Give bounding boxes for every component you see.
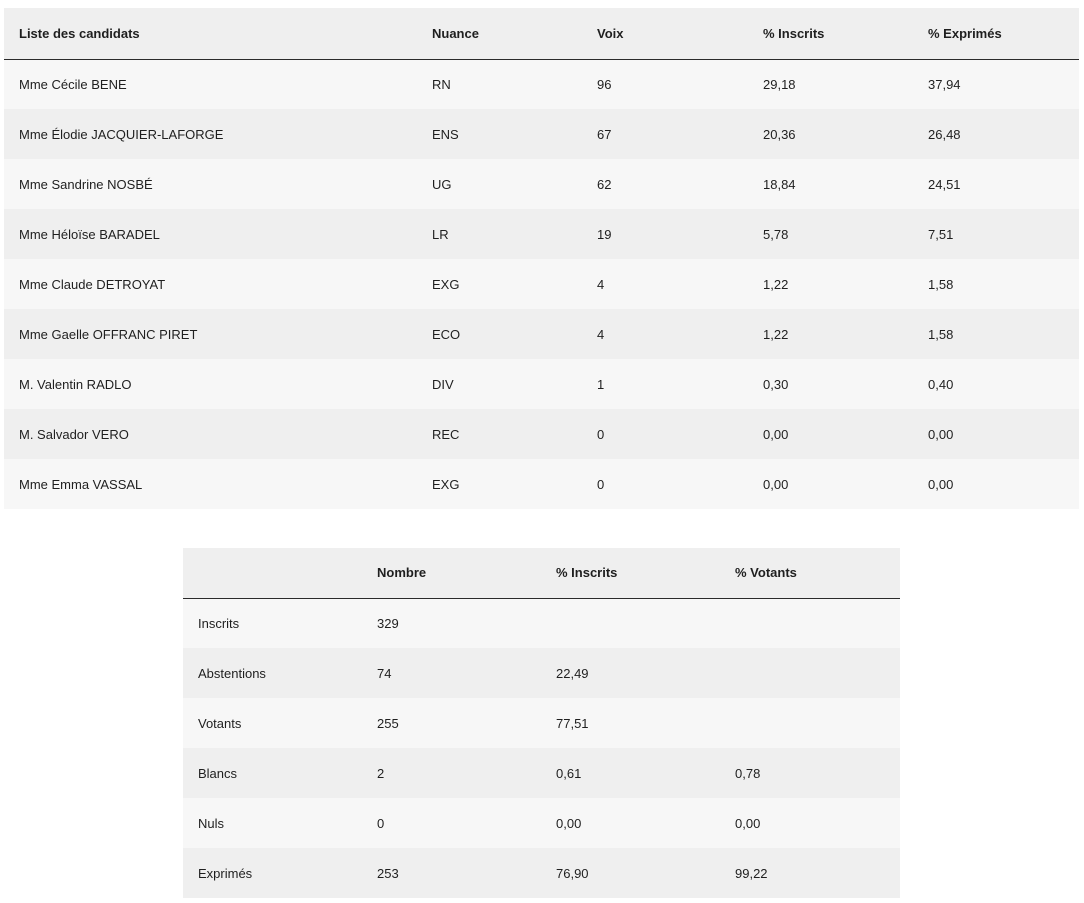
table-row <box>183 698 900 748</box>
table-header-row <box>4 8 1079 59</box>
candidate-name: Mme Claude DETROYAT <box>4 259 417 309</box>
column-header-pct-inscrits: % Inscrits <box>748 8 913 59</box>
candidate-name: Mme Élodie JACQUIER-LAFORGE <box>4 109 417 159</box>
summary-pct-votants <box>720 698 900 748</box>
candidate-pct-exprimes: 37,94 <box>913 59 1079 109</box>
column-header-label <box>183 548 362 598</box>
summary-label: Nuls <box>183 798 362 848</box>
summary-label: Inscrits <box>183 598 362 648</box>
candidate-pct-exprimes: 1,58 <box>913 309 1079 359</box>
table-row <box>4 309 1079 359</box>
summary-pct-votants <box>720 598 900 648</box>
table-row <box>4 409 1079 459</box>
summary-pct-votants: 0,78 <box>720 748 900 798</box>
table-row <box>183 598 900 648</box>
column-header-voix: Voix <box>582 8 748 59</box>
table-row <box>4 259 1079 309</box>
candidate-name: Mme Héloïse BARADEL <box>4 209 417 259</box>
candidate-name: M. Salvador VERO <box>4 409 417 459</box>
column-header-pct-votants: % Votants <box>720 548 900 598</box>
column-header-pct-inscrits: % Inscrits <box>541 548 720 598</box>
summary-pct-inscrits: 77,51 <box>541 698 720 748</box>
table-row <box>4 159 1079 209</box>
candidate-pct-inscrits: 0,00 <box>748 409 913 459</box>
column-header-candidate: Liste des candidats <box>4 8 417 59</box>
candidate-nuance: REC <box>417 409 582 459</box>
candidate-voix: 0 <box>582 409 748 459</box>
summary-pct-votants <box>720 648 900 698</box>
table-header-row <box>183 548 900 598</box>
summary-label: Votants <box>183 698 362 748</box>
candidate-nuance: ECO <box>417 309 582 359</box>
candidate-pct-exprimes: 24,51 <box>913 159 1079 209</box>
candidate-name: Mme Emma VASSAL <box>4 459 417 509</box>
candidate-pct-exprimes: 26,48 <box>913 109 1079 159</box>
candidate-voix: 4 <box>582 259 748 309</box>
table-row <box>4 359 1079 409</box>
candidate-voix: 19 <box>582 209 748 259</box>
candidate-nuance: EXG <box>417 259 582 309</box>
candidate-pct-inscrits: 0,00 <box>748 459 913 509</box>
candidate-name: M. Valentin RADLO <box>4 359 417 409</box>
candidate-nuance: DIV <box>417 359 582 409</box>
candidate-pct-exprimes: 0,40 <box>913 359 1079 409</box>
summary-pct-inscrits: 22,49 <box>541 648 720 698</box>
summary-nombre: 255 <box>362 698 541 748</box>
candidate-pct-exprimes: 1,58 <box>913 259 1079 309</box>
candidate-pct-inscrits: 29,18 <box>748 59 913 109</box>
table-row <box>183 848 900 898</box>
candidate-name: Mme Sandrine NOSBÉ <box>4 159 417 209</box>
summary-nombre: 74 <box>362 648 541 698</box>
candidate-pct-inscrits: 5,78 <box>748 209 913 259</box>
candidate-pct-exprimes: 0,00 <box>913 459 1079 509</box>
candidate-voix: 67 <box>582 109 748 159</box>
summary-label: Abstentions <box>183 648 362 698</box>
candidates-results-table <box>4 8 1079 509</box>
candidate-name: Mme Cécile BENE <box>4 59 417 109</box>
candidate-pct-inscrits: 1,22 <box>748 309 913 359</box>
candidate-pct-inscrits: 18,84 <box>748 159 913 209</box>
participation-summary-table <box>183 548 900 898</box>
candidate-voix: 4 <box>582 309 748 359</box>
candidate-pct-exprimes: 7,51 <box>913 209 1079 259</box>
candidate-nuance: LR <box>417 209 582 259</box>
table-row <box>4 59 1079 109</box>
candidate-nuance: UG <box>417 159 582 209</box>
column-header-nombre: Nombre <box>362 548 541 598</box>
table-row <box>183 748 900 798</box>
summary-nombre: 2 <box>362 748 541 798</box>
summary-pct-inscrits: 76,90 <box>541 848 720 898</box>
summary-pct-inscrits: 0,00 <box>541 798 720 848</box>
summary-label: Blancs <box>183 748 362 798</box>
candidate-pct-inscrits: 1,22 <box>748 259 913 309</box>
table-row <box>4 459 1079 509</box>
candidate-pct-inscrits: 0,30 <box>748 359 913 409</box>
table-row <box>4 209 1079 259</box>
candidate-nuance: ENS <box>417 109 582 159</box>
candidate-voix: 96 <box>582 59 748 109</box>
table-row <box>183 798 900 848</box>
summary-label: Exprimés <box>183 848 362 898</box>
summary-nombre: 329 <box>362 598 541 648</box>
candidate-voix: 0 <box>582 459 748 509</box>
summary-nombre: 253 <box>362 848 541 898</box>
table-row <box>4 109 1079 159</box>
column-header-nuance: Nuance <box>417 8 582 59</box>
candidate-name: Mme Gaelle OFFRANC PIRET <box>4 309 417 359</box>
candidate-pct-inscrits: 20,36 <box>748 109 913 159</box>
summary-pct-inscrits <box>541 598 720 648</box>
summary-nombre: 0 <box>362 798 541 848</box>
candidate-voix: 1 <box>582 359 748 409</box>
table-row <box>183 648 900 698</box>
column-header-pct-exprimes: % Exprimés <box>913 8 1079 59</box>
candidate-nuance: EXG <box>417 459 582 509</box>
candidate-nuance: RN <box>417 59 582 109</box>
summary-pct-votants: 0,00 <box>720 798 900 848</box>
candidate-pct-exprimes: 0,00 <box>913 409 1079 459</box>
summary-pct-votants: 99,22 <box>720 848 900 898</box>
summary-pct-inscrits: 0,61 <box>541 748 720 798</box>
candidate-voix: 62 <box>582 159 748 209</box>
